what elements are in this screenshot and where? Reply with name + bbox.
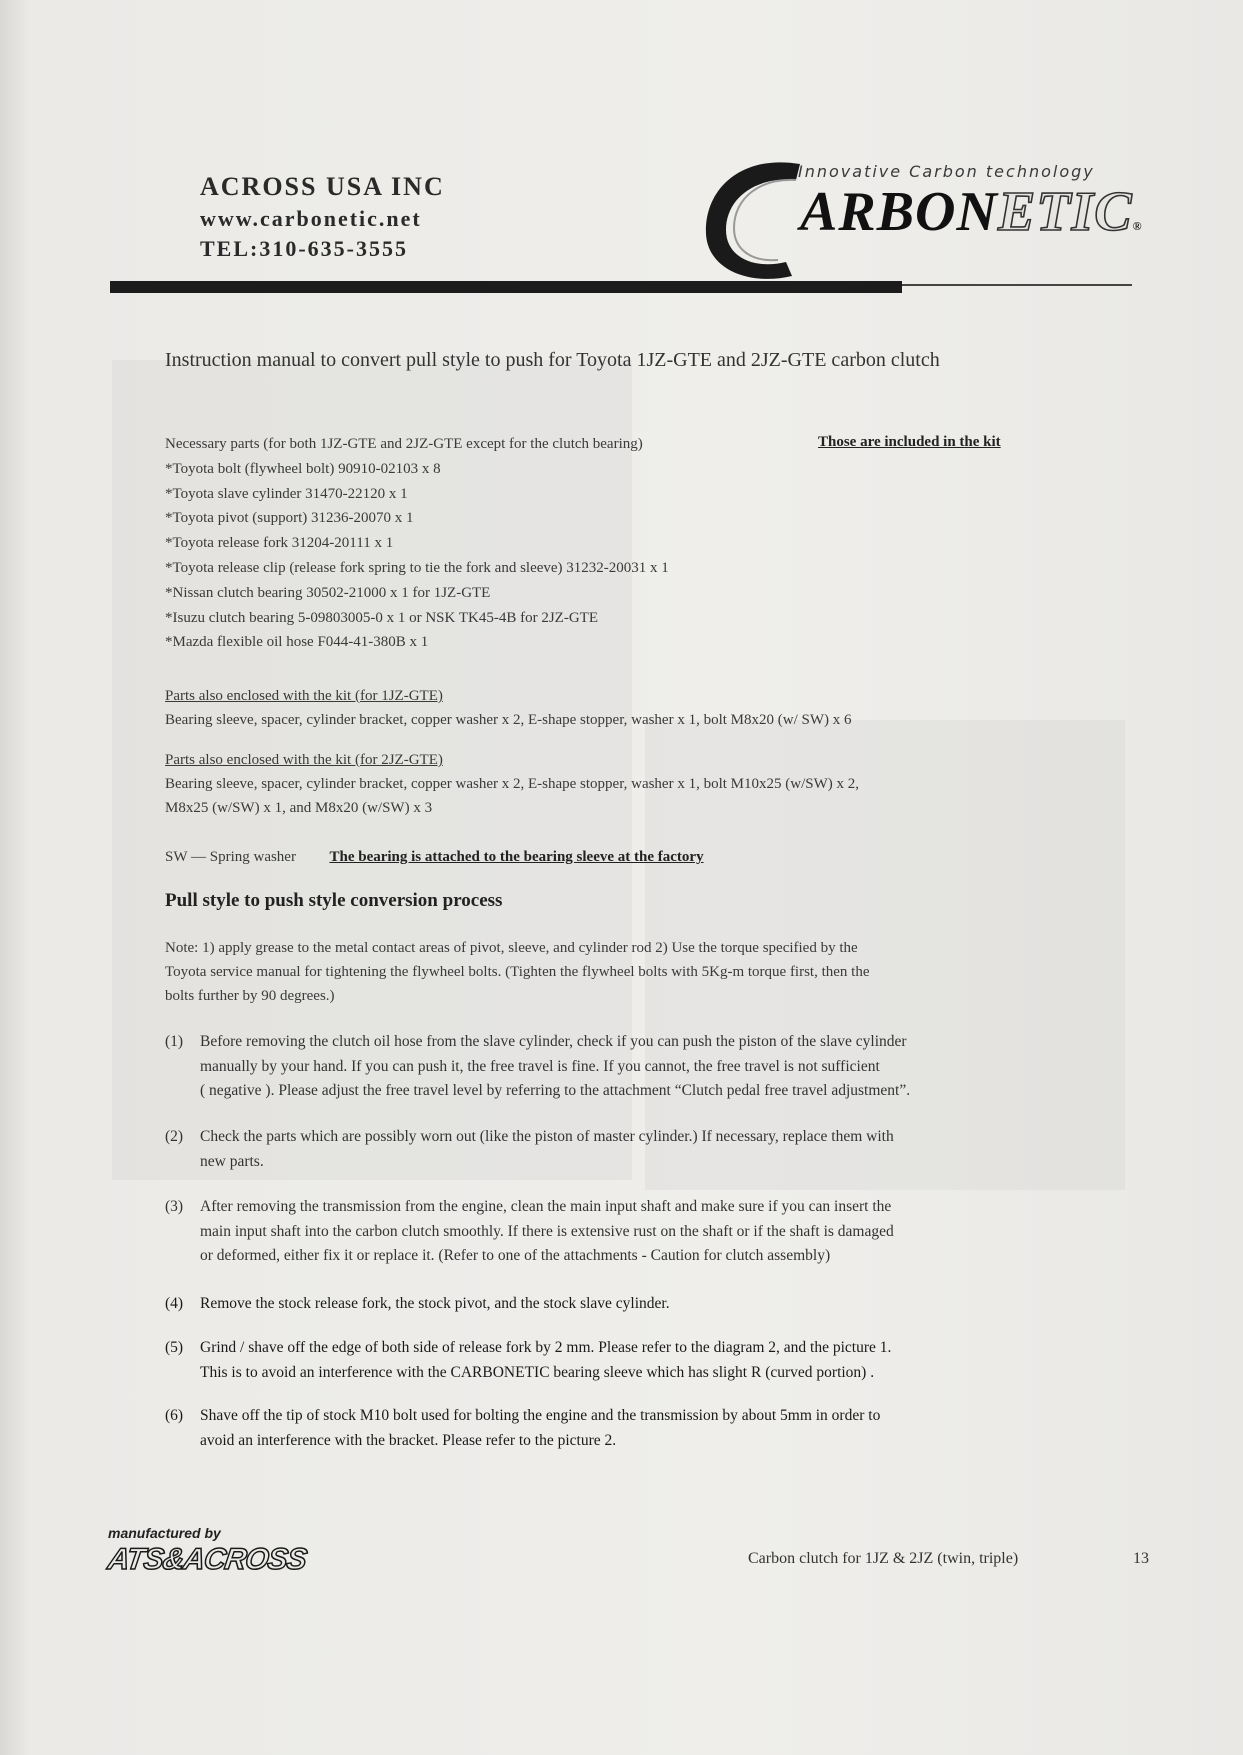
footer-doc-title: Carbon clutch for 1JZ & 2JZ (twin, triple) <box>748 1550 1019 1567</box>
logo-word-solid: ARBON <box>800 181 998 243</box>
step-number: (2) <box>165 1128 184 1145</box>
grease-torque-note <box>165 936 1085 1008</box>
company-block <box>200 170 445 264</box>
company-website: www.carbonetic.net <box>200 206 422 231</box>
step-number: (6) <box>165 1407 184 1424</box>
necessary-parts-block <box>165 432 669 655</box>
parts-item: *Toyota pivot (support) 31236-20070 x 1 <box>165 510 414 527</box>
manufacturer-brand: ATS&ACROSS <box>105 1543 309 1576</box>
logo-wordmark <box>800 180 1143 244</box>
step-5 <box>165 1336 1100 1385</box>
step-line: Check the parts which are possibly worn out (like the piston of master cylinder.) If necessary, replace them with <box>200 1128 894 1145</box>
logo-word-outline: ETIC <box>997 181 1133 243</box>
step-line: This is to avoid an interference with the CARBONETIC bearing sleeve which has slight R (curved portion) . <box>200 1363 875 1381</box>
parts-item: *Toyota release fork 31204-20111 x 1 <box>165 535 394 552</box>
sw-label: SW — Spring washer <box>165 849 296 865</box>
included-in-kit-note: Those are included in the kit <box>818 434 1001 450</box>
bearing-attached-note: The bearing is attached to the bearing sleeve at the factory <box>329 849 704 865</box>
carbonetic-logo <box>700 150 1160 290</box>
logo-tagline: Innovative Carbon technology <box>798 162 1095 181</box>
step-line: or deformed, either fix it or replace it. (Refer to one of the attachments - Caution for clutch assembly) <box>200 1247 831 1264</box>
step-3 <box>165 1195 1100 1269</box>
step-6 <box>165 1404 1100 1453</box>
header-divider-thin <box>902 284 1132 286</box>
kit-1jz-heading: Parts also enclosed with the kit (for 1JZ-GTE) <box>165 688 443 704</box>
parts-item: *Isuzu clutch bearing 5-09803005-0 x 1 or NSK TK45-4B for 2JZ-GTE <box>165 609 598 626</box>
step-line: ( negative ). Please adjust the free travel level by referring to the attachment “Clutch pedal free travel adjustment”. <box>200 1082 911 1099</box>
step-line: manually by your hand. If you can push it, the free travel is fine. If you cannot, the free travel is not sufficient <box>200 1057 880 1075</box>
note-line: Note: 1) apply grease to the metal contact areas of pivot, sleeve, and cylinder rod 2) Use the torque specified by the <box>165 940 858 956</box>
company-phone: TEL:310-635-3555 <box>200 236 408 261</box>
kit-2jz-block <box>165 748 859 820</box>
kit-1jz-block <box>165 684 852 732</box>
note-line: Toyota service manual for tightening the flywheel bolts. (Tighten the flywheel bolts with 5Kg-m torque first, then the <box>165 964 870 980</box>
step-number: (3) <box>165 1198 184 1215</box>
step-2 <box>165 1125 1100 1174</box>
manufacturer-logo <box>105 1525 309 1577</box>
section-heading: Pull style to push style conversion process <box>165 890 503 911</box>
registered-mark: ® <box>1132 219 1143 233</box>
step-line: new parts. <box>200 1152 264 1170</box>
kit-2jz-heading: Parts also enclosed with the kit (for 2JZ-GTE) <box>165 752 443 768</box>
step-1 <box>165 1030 1100 1104</box>
kit-2jz-line: M8x25 (w/SW) x 1, and M8x20 (w/SW) x 3 <box>165 800 433 816</box>
parts-item: *Nissan clutch bearing 30502-21000 x 1 for 1JZ-GTE <box>165 584 491 601</box>
step-line: main input shaft into the carbon clutch smoothly. If there is extensive rust on the shaft or if the shaft is damaged <box>200 1222 894 1240</box>
step-line: Before removing the clutch oil hose from the slave cylinder, check if you can push the piston of the slave cylinder <box>200 1033 907 1050</box>
note-line: bolts further by 90 degrees.) <box>165 988 335 1004</box>
step-line: Grind / shave off the edge of both side of release fork by 2 mm. Please refer to the diagram 2, and the picture 1. <box>200 1339 892 1356</box>
parts-item: *Toyota bolt (flywheel bolt) 90910-02103 x 8 <box>165 460 441 477</box>
step-number: (1) <box>165 1033 184 1050</box>
parts-item: *Mazda flexible oil hose F044-41-380B x 1 <box>165 634 429 651</box>
step-line: Remove the stock release fork, the stock pivot, and the stock slave cylinder. <box>200 1295 670 1312</box>
parts-item: *Toyota release clip (release fork spring to tie the fork and sleeve) 31232-20031 x 1 <box>165 559 669 576</box>
kit-2jz-line: Bearing sleeve, spacer, cylinder bracket, copper washer x 2, E-shape stopper, washer x 1, bolt M10x25 (w/SW) x 2, <box>165 776 859 792</box>
company-name: ACROSS USA INC <box>200 172 445 201</box>
page-title: Instruction manual to convert pull style to push for Toyota 1JZ-GTE and 2JZ-GTE carbon clutch <box>165 349 940 371</box>
kit-1jz-text: Bearing sleeve, spacer, cylinder bracket, copper washer x 2, E-shape stopper, washer x 1, bolt M8x20 (w/ SW) x 6 <box>165 712 852 728</box>
parts-item: *Toyota slave cylinder 31470-22120 x 1 <box>165 485 408 502</box>
page-number: 13 <box>1133 1550 1149 1567</box>
logo-c-swoosh-icon <box>700 150 810 290</box>
step-line: avoid an interference with the bracket. Please refer to the picture 2. <box>200 1431 617 1449</box>
spring-washer-note <box>165 845 704 869</box>
parts-intro: Necessary parts (for both 1JZ-GTE and 2JZ-GTE except for the clutch bearing) <box>165 436 643 452</box>
header-divider-thick <box>110 281 902 293</box>
step-4 <box>165 1292 1100 1317</box>
step-line: Shave off the tip of stock M10 bolt used for bolting the engine and the transmission by about 5mm in order to <box>200 1407 881 1424</box>
manufactured-by-label: manufactured by <box>108 1525 221 1541</box>
step-line: After removing the transmission from the engine, clean the main input shaft and make sure if you can insert the <box>200 1198 892 1215</box>
step-number: (4) <box>165 1295 184 1312</box>
step-number: (5) <box>165 1339 184 1356</box>
